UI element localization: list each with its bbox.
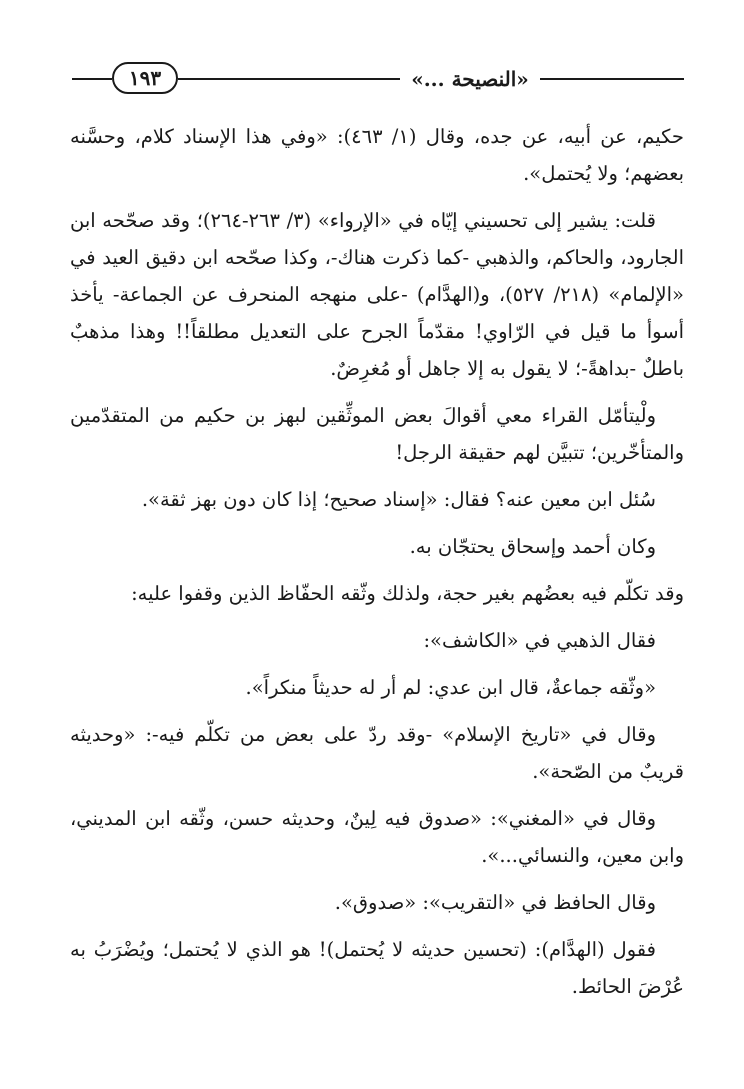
quotation: «وثّقه جماعةٌ، قال ابن عدي: لم أر له حديثاً منكراً». [245, 676, 656, 699]
page-number: ١٩٣ [112, 62, 178, 94]
paragraph: وقال في «المغني»: «صدوق فيه لِينٌ، وحديثه حسن، وثّقه ابن المديني، وابن معين، والنسائي...». [70, 807, 684, 867]
paragraph: ولْيتأمّل القراء معي أقوالَ بعض الموثِّقين لبهز بن حكيم من المتقدّمين والمتأخّرين؛ تتبيَّن لهم حقيقة الرجل! [70, 404, 684, 464]
paragraph: حكيم، عن أبيه، عن جده، وقال (١/ ٤٦٣): «وفي هذا الإسناد كلام، وحسَّنه بعضهم؛ ولا يُحتمل». [70, 125, 684, 185]
header-rule [540, 78, 684, 80]
paragraph: وقال في «تاريخ الإسلام» -وقد ردّ على بعض من تكلّم فيه-: «وحديثه قريبٌ من الصّحة». [70, 723, 684, 783]
paragraph: فقول (الهدَّام): (تحسين حديثه لا يُحتمل)! هو الذي لا يُحتمل؛ ويُضْرَبُ به عُرْضَ الحائط. [70, 938, 684, 998]
paragraph: سُئل ابن معين عنه؟ فقال: «إسناد صحيح؛ إذا كان دون بهز ثقة». [141, 488, 656, 511]
paragraph: فقال الذهبي في «الكاشف»: [423, 629, 656, 652]
paragraph: وقد تكلّم فيه بعضُهم بغير حجة، ولذلك وثّقه الحفّاظ الذين وقفوا عليه: [131, 582, 684, 605]
paragraph: قلت: يشير إلى تحسيني إيّاه في «الإرواء» (٣/ ٢٦٣-٢٦٤)؛ وقد صحّحه ابن الجارود، والحاكم، والذهبي -كما ذكرت هناك-، وكذا صحّحه ابن دقيق العيد في «الإلمام» (٢١٨/ ٥٢٧)، و(الهدَّام) -على منهجه المنحرف عن الجماعة- يأخذ أسوأ ما قيل في الرّاوي! مقدّماً الجرح على التعديل مطلقاً!! وهذا مذهبٌ باطلٌ -بداهةً-؛ لا يقول به إلا جاهل أو مُغرِضٌ. [70, 209, 684, 380]
paragraph: وقال الحافظ في «التقريب»: «صدوق». [334, 891, 656, 914]
page-header [70, 62, 684, 96]
header-rule [178, 78, 400, 80]
paragraph: وكان أحمد وإسحاق يحتجّان به. [409, 535, 656, 558]
header-rule [72, 78, 112, 80]
running-title: «النصيحة ...» [411, 67, 529, 91]
page-body [70, 118, 684, 1015]
